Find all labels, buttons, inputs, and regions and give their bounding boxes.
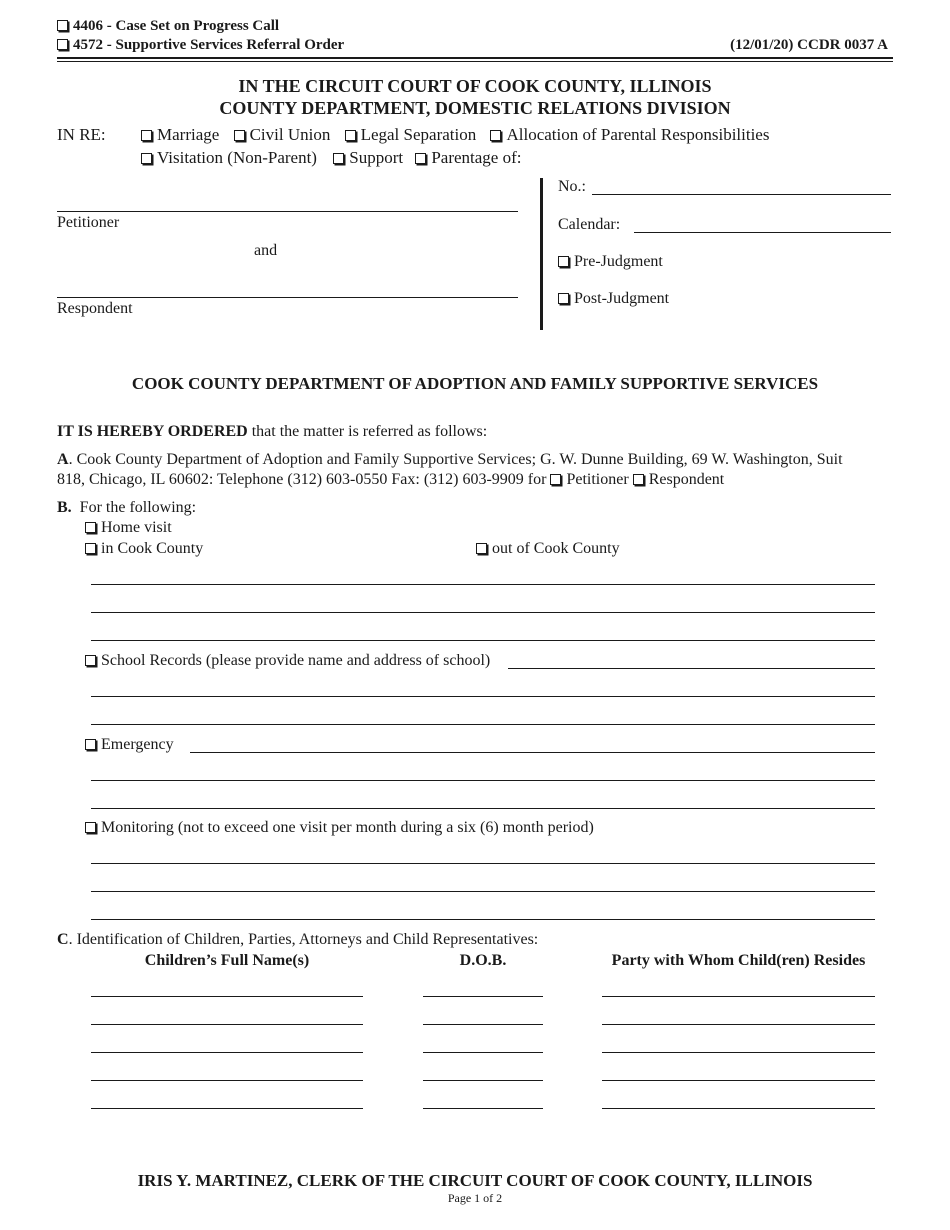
checkbox-marriage[interactable]: [141, 130, 152, 141]
checkbox-a-petitioner[interactable]: [550, 474, 561, 485]
child-party-line-2[interactable]: [602, 1024, 875, 1025]
pre-judgment-option[interactable]: Pre-Judgment: [558, 253, 663, 271]
home-visit-line-3[interactable]: [91, 640, 875, 641]
calendar-field[interactable]: [634, 232, 891, 233]
form-id: (12/01/20) CCDR 0037 A: [730, 37, 888, 53]
calendar-label: Calendar:: [558, 216, 621, 233]
checkbox-a-respondent[interactable]: [633, 474, 644, 485]
petitioner-line[interactable]: [57, 211, 518, 212]
emergency-line-2[interactable]: [91, 808, 875, 809]
checkbox-support[interactable]: [333, 153, 344, 164]
monitoring-line-1[interactable]: [91, 863, 875, 864]
option-visitation[interactable]: Visitation (Non-Parent): [141, 148, 317, 167]
school-records-line-1[interactable]: [91, 696, 875, 697]
child-name-line-4[interactable]: [91, 1080, 363, 1081]
respondent-label: Respondent: [57, 300, 133, 317]
checkbox-4406[interactable]: [57, 20, 68, 31]
school-records-field[interactable]: [508, 668, 875, 669]
checkbox-post-judgment[interactable]: [558, 293, 569, 304]
checkbox-emergency[interactable]: [85, 739, 96, 750]
option-support[interactable]: Support: [333, 148, 403, 167]
checkbox-in-cook-county[interactable]: [85, 543, 96, 554]
option-legal-separation[interactable]: Legal Separation: [345, 125, 477, 144]
section-a-petitioner-option[interactable]: Petitioner: [550, 471, 628, 488]
in-re-row1: [141, 125, 769, 145]
monitoring-line-3[interactable]: [91, 919, 875, 920]
checkbox-parentage[interactable]: [415, 153, 426, 164]
child-party-line-3[interactable]: [602, 1052, 875, 1053]
child-name-line-2[interactable]: [91, 1024, 363, 1025]
out-cook-county-option[interactable]: out of Cook County: [476, 540, 620, 558]
col-dob: D.O.B.: [459, 952, 507, 969]
checkbox-out-cook-county[interactable]: [476, 543, 487, 554]
section-a-line1: A. Cook County Department of Adoption and Family Supportive Services; G. W. Dunne Building, 69 W. Washington, Suit: [57, 451, 843, 468]
col-party-resides: Party with Whom Child(ren) Resides: [611, 952, 866, 969]
option-parentage[interactable]: Parentage of:: [415, 148, 521, 167]
checkbox-allocation[interactable]: [490, 130, 501, 141]
child-party-line-1[interactable]: [602, 996, 875, 997]
department-title: COOK COUNTY DEPARTMENT OF ADOPTION AND FAMILY SUPPORTIVE SERVICES: [131, 374, 819, 393]
checkbox-monitoring[interactable]: [85, 822, 96, 833]
in-re-label: IN RE:: [57, 125, 106, 144]
emergency-line-1[interactable]: [91, 780, 875, 781]
checkbox-home-visit[interactable]: [85, 522, 96, 533]
section-c-intro: C. Identification of Children, Parties, Attorneys and Child Representatives:: [57, 931, 539, 948]
emergency-field[interactable]: [190, 752, 875, 753]
checkbox-civil-union[interactable]: [234, 130, 245, 141]
child-dob-line-4[interactable]: [423, 1080, 543, 1081]
child-dob-line-1[interactable]: [423, 996, 543, 997]
form-code-4406[interactable]: 4406 - Case Set on Progress Call: [57, 18, 279, 35]
clerk-footer: IRIS Y. MARTINEZ, CLERK OF THE CIRCUIT COURT OF COOK COUNTY, ILLINOIS: [137, 1171, 813, 1190]
form-code-4572[interactable]: 4572 - Supportive Services Referral Order: [57, 37, 344, 54]
petitioner-label: Petitioner: [57, 214, 120, 231]
option-allocation[interactable]: Allocation of Parental Responsibilities: [490, 125, 769, 144]
child-name-line-5[interactable]: [91, 1108, 363, 1109]
and-label: and: [254, 242, 278, 259]
checkbox-visitation[interactable]: [141, 153, 152, 164]
section-b-intro: B. For the following:: [57, 499, 197, 516]
col-children-names: Children’s Full Name(s): [144, 952, 310, 969]
home-visit-line-2[interactable]: [91, 612, 875, 613]
option-civil-union[interactable]: Civil Union: [234, 125, 331, 144]
child-party-line-5[interactable]: [602, 1108, 875, 1109]
checkbox-school-records[interactable]: [85, 655, 96, 666]
respondent-line[interactable]: [57, 297, 518, 298]
case-number-field[interactable]: [592, 194, 891, 195]
school-records-line-2[interactable]: [91, 724, 875, 725]
page-number: Page 1 of 2: [447, 1191, 503, 1205]
in-re-row2: [141, 148, 521, 168]
header-rule: [57, 57, 893, 59]
case-number-label: No.:: [558, 178, 586, 195]
order-statement: IT IS HEREBY ORDERED that the matter is referred as follows:: [57, 423, 488, 440]
child-dob-line-3[interactable]: [423, 1052, 543, 1053]
child-dob-line-2[interactable]: [423, 1024, 543, 1025]
emergency-option[interactable]: Emergency: [85, 736, 174, 754]
court-title: IN THE CIRCUIT COURT OF COOK COUNTY, ILLINOIS: [238, 76, 712, 96]
school-records-option[interactable]: School Records (please provide name and address of school): [85, 652, 490, 670]
monitoring-line-2[interactable]: [91, 891, 875, 892]
child-dob-line-5[interactable]: [423, 1108, 543, 1109]
section-a-respondent-option[interactable]: Respondent: [633, 471, 725, 488]
post-judgment-option[interactable]: Post-Judgment: [558, 290, 669, 308]
option-marriage[interactable]: Marriage: [141, 125, 219, 144]
home-visit-option[interactable]: Home visit: [85, 519, 172, 537]
section-a-line2: 818, Chicago, IL 60602: Telephone (312) 603-0550 Fax: (312) 603-9909 for Petitioner Respondent: [57, 471, 725, 488]
header-rule-thin: [57, 61, 893, 62]
child-name-line-3[interactable]: [91, 1052, 363, 1053]
checkbox-4572[interactable]: [57, 39, 68, 50]
case-box-divider: [540, 178, 543, 330]
child-name-line-1[interactable]: [91, 996, 363, 997]
home-visit-line-1[interactable]: [91, 584, 875, 585]
court-division: COUNTY DEPARTMENT, DOMESTIC RELATIONS DIVISION: [219, 98, 731, 118]
in-cook-county-option[interactable]: in Cook County: [85, 540, 203, 558]
checkbox-legal-separation[interactable]: [345, 130, 356, 141]
monitoring-option[interactable]: Monitoring (not to exceed one visit per month during a six (6) month period): [85, 819, 594, 837]
child-party-line-4[interactable]: [602, 1080, 875, 1081]
checkbox-pre-judgment[interactable]: [558, 256, 569, 267]
